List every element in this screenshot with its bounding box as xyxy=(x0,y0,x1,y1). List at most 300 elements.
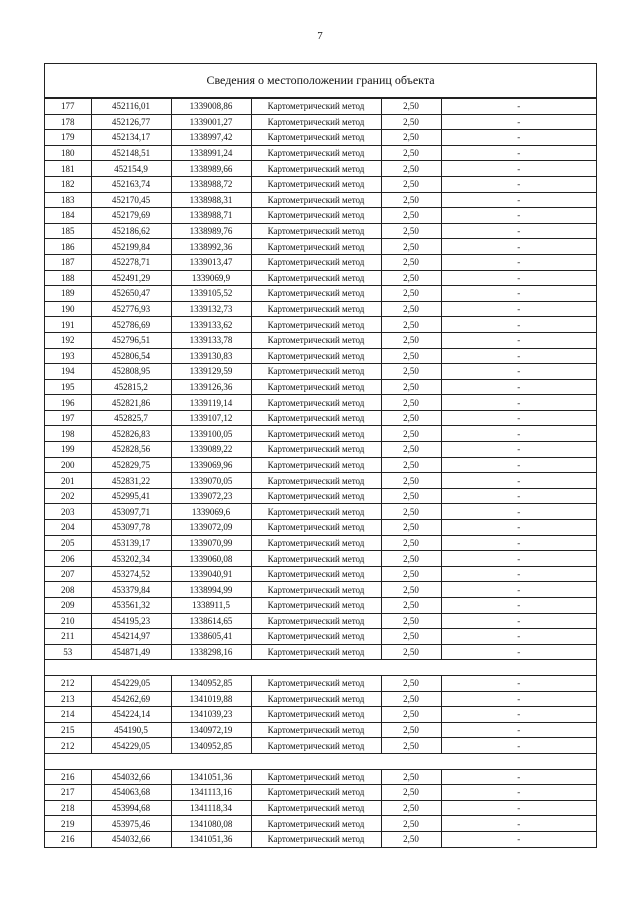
accuracy-cell: 2,50 xyxy=(381,675,441,691)
y-coordinate-cell: 1339100,05 xyxy=(171,426,251,442)
method-cell: Картометрический метод xyxy=(251,504,381,520)
method-cell: Картометрический метод xyxy=(251,831,381,846)
x-coordinate-cell: 452796,51 xyxy=(91,332,171,348)
method-cell: Картометрический метод xyxy=(251,130,381,146)
description-cell: - xyxy=(441,364,596,380)
description-cell: - xyxy=(441,675,596,691)
description-cell: - xyxy=(441,504,596,520)
x-coordinate-cell: 452199,84 xyxy=(91,239,171,255)
accuracy-cell: 2,50 xyxy=(381,223,441,239)
point-number-cell: 197 xyxy=(45,410,91,426)
x-coordinate-cell: 452831,22 xyxy=(91,473,171,489)
point-number-cell: 212 xyxy=(45,738,91,754)
point-number-cell: 198 xyxy=(45,426,91,442)
accuracy-cell: 2,50 xyxy=(381,192,441,208)
x-coordinate-cell: 453561,32 xyxy=(91,598,171,614)
y-coordinate-cell: 1339069,9 xyxy=(171,270,251,286)
x-coordinate-cell: 454229,05 xyxy=(91,738,171,754)
description-cell: - xyxy=(441,270,596,286)
description-cell: - xyxy=(441,769,596,785)
table-row xyxy=(45,208,596,224)
y-coordinate-cell: 1339130,83 xyxy=(171,348,251,364)
y-coordinate-cell: 1341118,34 xyxy=(171,800,251,816)
description-cell: - xyxy=(441,644,596,660)
method-cell: Картометрический метод xyxy=(251,535,381,551)
description-cell: - xyxy=(441,566,596,582)
x-coordinate-cell: 453274,52 xyxy=(91,566,171,582)
accuracy-cell: 2,50 xyxy=(381,332,441,348)
table-row xyxy=(45,551,596,567)
description-cell: - xyxy=(441,114,596,130)
x-coordinate-cell: 452126,77 xyxy=(91,114,171,130)
point-number-cell: 181 xyxy=(45,161,91,177)
table-row xyxy=(45,520,596,536)
x-coordinate-cell: 453139,17 xyxy=(91,535,171,551)
table-row xyxy=(45,691,596,707)
y-coordinate-cell: 1339069,6 xyxy=(171,504,251,520)
description-cell: - xyxy=(441,223,596,239)
table-row xyxy=(45,457,596,473)
accuracy-cell: 2,50 xyxy=(381,504,441,520)
method-cell: Картометрический метод xyxy=(251,410,381,426)
description-cell: - xyxy=(441,161,596,177)
separator-cell xyxy=(45,753,596,769)
y-coordinate-cell: 1338988,31 xyxy=(171,192,251,208)
y-coordinate-cell: 1340972,19 xyxy=(171,722,251,738)
point-number-cell: 219 xyxy=(45,816,91,832)
y-coordinate-cell: 1338991,24 xyxy=(171,145,251,161)
description-cell: - xyxy=(441,208,596,224)
x-coordinate-cell: 452806,54 xyxy=(91,348,171,364)
x-coordinate-cell: 452186,62 xyxy=(91,223,171,239)
method-cell: Картометрический метод xyxy=(251,99,381,115)
method-cell: Картометрический метод xyxy=(251,644,381,660)
y-coordinate-cell: 1341080,08 xyxy=(171,816,251,832)
table-row xyxy=(45,816,596,832)
point-number-cell: 215 xyxy=(45,722,91,738)
description-cell: - xyxy=(441,332,596,348)
y-coordinate-cell: 1339072,09 xyxy=(171,520,251,536)
point-number-cell: 216 xyxy=(45,769,91,785)
accuracy-cell: 2,50 xyxy=(381,442,441,458)
x-coordinate-cell: 452148,51 xyxy=(91,145,171,161)
method-cell: Картометрический метод xyxy=(251,675,381,691)
method-cell: Картометрический метод xyxy=(251,286,381,302)
method-cell: Картометрический метод xyxy=(251,301,381,317)
x-coordinate-cell: 452825,7 xyxy=(91,410,171,426)
method-cell: Картометрический метод xyxy=(251,816,381,832)
method-cell: Картометрический метод xyxy=(251,769,381,785)
x-coordinate-cell: 452776,93 xyxy=(91,301,171,317)
y-coordinate-cell: 1341051,36 xyxy=(171,769,251,785)
accuracy-cell: 2,50 xyxy=(381,99,441,115)
group-separator-row xyxy=(45,753,596,769)
y-coordinate-cell: 1339070,99 xyxy=(171,535,251,551)
description-cell: - xyxy=(441,473,596,489)
y-coordinate-cell: 1339070,05 xyxy=(171,473,251,489)
y-coordinate-cell: 1339119,14 xyxy=(171,395,251,411)
table-row xyxy=(45,176,596,192)
description-cell: - xyxy=(441,457,596,473)
point-number-cell: 213 xyxy=(45,691,91,707)
point-number-cell: 202 xyxy=(45,488,91,504)
table-row xyxy=(45,395,596,411)
table-row xyxy=(45,535,596,551)
x-coordinate-cell: 452829,75 xyxy=(91,457,171,473)
description-cell: - xyxy=(441,738,596,754)
method-cell: Картометрический метод xyxy=(251,800,381,816)
x-coordinate-cell: 452828,56 xyxy=(91,442,171,458)
x-coordinate-cell: 452995,41 xyxy=(91,488,171,504)
description-cell: - xyxy=(441,239,596,255)
point-number-cell: 190 xyxy=(45,301,91,317)
method-cell: Картометрический метод xyxy=(251,707,381,723)
accuracy-cell: 2,50 xyxy=(381,722,441,738)
accuracy-cell: 2,50 xyxy=(381,145,441,161)
accuracy-cell: 2,50 xyxy=(381,520,441,536)
table-row xyxy=(45,348,596,364)
table-row xyxy=(45,130,596,146)
method-cell: Картометрический метод xyxy=(251,395,381,411)
accuracy-cell: 2,50 xyxy=(381,831,441,846)
accuracy-cell: 2,50 xyxy=(381,707,441,723)
point-number-cell: 187 xyxy=(45,254,91,270)
method-cell: Картометрический метод xyxy=(251,598,381,614)
description-cell: - xyxy=(441,301,596,317)
point-number-cell: 207 xyxy=(45,566,91,582)
description-cell: - xyxy=(441,99,596,115)
y-coordinate-cell: 1339089,22 xyxy=(171,442,251,458)
point-number-cell: 211 xyxy=(45,629,91,645)
table-row xyxy=(45,675,596,691)
point-number-cell: 200 xyxy=(45,457,91,473)
method-cell: Картометрический метод xyxy=(251,473,381,489)
x-coordinate-cell: 452815,2 xyxy=(91,379,171,395)
table-row xyxy=(45,192,596,208)
point-number-cell: 180 xyxy=(45,145,91,161)
point-number-cell: 216 xyxy=(45,831,91,846)
point-number-cell: 194 xyxy=(45,364,91,380)
description-cell: - xyxy=(441,348,596,364)
point-number-cell: 183 xyxy=(45,192,91,208)
table-row xyxy=(45,145,596,161)
method-cell: Картометрический метод xyxy=(251,254,381,270)
accuracy-cell: 2,50 xyxy=(381,239,441,255)
y-coordinate-cell: 1338988,72 xyxy=(171,176,251,192)
table-row xyxy=(45,629,596,645)
table-row xyxy=(45,270,596,286)
x-coordinate-cell: 452116,01 xyxy=(91,99,171,115)
method-cell: Картометрический метод xyxy=(251,457,381,473)
y-coordinate-cell: 1341113,16 xyxy=(171,785,251,801)
x-coordinate-cell: 454229,05 xyxy=(91,675,171,691)
x-coordinate-cell: 452179,69 xyxy=(91,208,171,224)
method-cell: Картометрический метод xyxy=(251,379,381,395)
table-row xyxy=(45,566,596,582)
accuracy-cell: 2,50 xyxy=(381,395,441,411)
y-coordinate-cell: 1338605,41 xyxy=(171,629,251,645)
accuracy-cell: 2,50 xyxy=(381,566,441,582)
method-cell: Картометрический метод xyxy=(251,270,381,286)
table-row xyxy=(45,332,596,348)
x-coordinate-cell: 452826,83 xyxy=(91,426,171,442)
description-cell: - xyxy=(441,130,596,146)
table-row xyxy=(45,239,596,255)
accuracy-cell: 2,50 xyxy=(381,644,441,660)
accuracy-cell: 2,50 xyxy=(381,254,441,270)
y-coordinate-cell: 1339107,12 xyxy=(171,410,251,426)
table-row xyxy=(45,738,596,754)
accuracy-cell: 2,50 xyxy=(381,629,441,645)
y-coordinate-cell: 1339126,36 xyxy=(171,379,251,395)
point-number-cell: 184 xyxy=(45,208,91,224)
method-cell: Картометрический метод xyxy=(251,317,381,333)
table-row xyxy=(45,442,596,458)
description-cell: - xyxy=(441,582,596,598)
description-cell: - xyxy=(441,800,596,816)
accuracy-cell: 2,50 xyxy=(381,488,441,504)
table-row xyxy=(45,161,596,177)
table-row xyxy=(45,800,596,816)
x-coordinate-cell: 453097,71 xyxy=(91,504,171,520)
y-coordinate-cell: 1338614,65 xyxy=(171,613,251,629)
separator-cell xyxy=(45,660,596,676)
x-coordinate-cell: 452278,71 xyxy=(91,254,171,270)
x-coordinate-cell: 454190,5 xyxy=(91,722,171,738)
point-number-cell: 193 xyxy=(45,348,91,364)
point-number-cell: 212 xyxy=(45,675,91,691)
x-coordinate-cell: 454224,14 xyxy=(91,707,171,723)
page-number: 7 xyxy=(317,30,323,42)
point-number-cell: 179 xyxy=(45,130,91,146)
point-number-cell: 191 xyxy=(45,317,91,333)
point-number-cell: 177 xyxy=(45,99,91,115)
description-cell: - xyxy=(441,379,596,395)
description-cell: - xyxy=(441,145,596,161)
x-coordinate-cell: 452786,69 xyxy=(91,317,171,333)
accuracy-cell: 2,50 xyxy=(381,598,441,614)
table-row xyxy=(45,582,596,598)
y-coordinate-cell: 1340952,85 xyxy=(171,738,251,754)
accuracy-cell: 2,50 xyxy=(381,769,441,785)
x-coordinate-cell: 453202,34 xyxy=(91,551,171,567)
x-coordinate-cell: 454214,97 xyxy=(91,629,171,645)
coordinates-table xyxy=(45,98,596,847)
y-coordinate-cell: 1341019,88 xyxy=(171,691,251,707)
accuracy-cell: 2,50 xyxy=(381,364,441,380)
description-cell: - xyxy=(441,317,596,333)
description-cell: - xyxy=(441,551,596,567)
table-row xyxy=(45,426,596,442)
point-number-cell: 210 xyxy=(45,613,91,629)
method-cell: Картометрический метод xyxy=(251,192,381,208)
point-number-cell: 182 xyxy=(45,176,91,192)
point-number-cell: 196 xyxy=(45,395,91,411)
point-number-cell: 201 xyxy=(45,473,91,489)
point-number-cell: 209 xyxy=(45,598,91,614)
method-cell: Картометрический метод xyxy=(251,488,381,504)
y-coordinate-cell: 1339129,59 xyxy=(171,364,251,380)
method-cell: Картометрический метод xyxy=(251,208,381,224)
point-number-cell: 208 xyxy=(45,582,91,598)
point-number-cell: 199 xyxy=(45,442,91,458)
description-cell: - xyxy=(441,613,596,629)
description-cell: - xyxy=(441,598,596,614)
y-coordinate-cell: 1338989,66 xyxy=(171,161,251,177)
accuracy-cell: 2,50 xyxy=(381,286,441,302)
table-row xyxy=(45,410,596,426)
description-cell: - xyxy=(441,520,596,536)
method-cell: Картометрический метод xyxy=(251,691,381,707)
x-coordinate-cell: 454063,68 xyxy=(91,785,171,801)
table-row xyxy=(45,99,596,115)
point-number-cell: 217 xyxy=(45,785,91,801)
x-coordinate-cell: 454032,66 xyxy=(91,831,171,846)
description-cell: - xyxy=(441,722,596,738)
x-coordinate-cell: 452808,95 xyxy=(91,364,171,380)
y-coordinate-cell: 1339072,23 xyxy=(171,488,251,504)
table-row xyxy=(45,317,596,333)
table-row xyxy=(45,598,596,614)
method-cell: Картометрический метод xyxy=(251,239,381,255)
method-cell: Картометрический метод xyxy=(251,161,381,177)
x-coordinate-cell: 453975,46 xyxy=(91,816,171,832)
y-coordinate-cell: 1338994,99 xyxy=(171,582,251,598)
table-row xyxy=(45,301,596,317)
accuracy-cell: 2,50 xyxy=(381,379,441,395)
y-coordinate-cell: 1339001,27 xyxy=(171,114,251,130)
description-cell: - xyxy=(441,442,596,458)
method-cell: Картометрический метод xyxy=(251,442,381,458)
method-cell: Картометрический метод xyxy=(251,785,381,801)
table-row xyxy=(45,379,596,395)
method-cell: Картометрический метод xyxy=(251,551,381,567)
accuracy-cell: 2,50 xyxy=(381,114,441,130)
method-cell: Картометрический метод xyxy=(251,348,381,364)
description-cell: - xyxy=(441,395,596,411)
y-coordinate-cell: 1339013,47 xyxy=(171,254,251,270)
method-cell: Картометрический метод xyxy=(251,114,381,130)
accuracy-cell: 2,50 xyxy=(381,535,441,551)
description-cell: - xyxy=(441,426,596,442)
point-number-cell: 189 xyxy=(45,286,91,302)
y-coordinate-cell: 1338988,71 xyxy=(171,208,251,224)
description-cell: - xyxy=(441,286,596,302)
y-coordinate-cell: 1339060,08 xyxy=(171,551,251,567)
x-coordinate-cell: 453097,78 xyxy=(91,520,171,536)
x-coordinate-cell: 454032,66 xyxy=(91,769,171,785)
table-row xyxy=(45,707,596,723)
method-cell: Картометрический метод xyxy=(251,176,381,192)
y-coordinate-cell: 1339008,86 xyxy=(171,99,251,115)
table-row xyxy=(45,613,596,629)
method-cell: Картометрический метод xyxy=(251,145,381,161)
x-coordinate-cell: 452154,9 xyxy=(91,161,171,177)
description-cell: - xyxy=(441,707,596,723)
description-cell: - xyxy=(441,816,596,832)
accuracy-cell: 2,50 xyxy=(381,457,441,473)
table-row xyxy=(45,364,596,380)
description-cell: - xyxy=(441,535,596,551)
point-number-cell: 186 xyxy=(45,239,91,255)
accuracy-cell: 2,50 xyxy=(381,348,441,364)
table-row xyxy=(45,286,596,302)
accuracy-cell: 2,50 xyxy=(381,130,441,146)
method-cell: Картометрический метод xyxy=(251,722,381,738)
y-coordinate-cell: 1339040,91 xyxy=(171,566,251,582)
accuracy-cell: 2,50 xyxy=(381,208,441,224)
y-coordinate-cell: 1339133,78 xyxy=(171,332,251,348)
point-number-cell: 195 xyxy=(45,379,91,395)
accuracy-cell: 2,50 xyxy=(381,551,441,567)
y-coordinate-cell: 1338992,36 xyxy=(171,239,251,255)
x-coordinate-cell: 454195,23 xyxy=(91,613,171,629)
x-coordinate-cell: 454262,69 xyxy=(91,691,171,707)
point-number-cell: 185 xyxy=(45,223,91,239)
method-cell: Картометрический метод xyxy=(251,426,381,442)
description-cell: - xyxy=(441,192,596,208)
table-row xyxy=(45,769,596,785)
accuracy-cell: 2,50 xyxy=(381,161,441,177)
point-number-cell: 188 xyxy=(45,270,91,286)
method-cell: Картометрический метод xyxy=(251,613,381,629)
description-cell: - xyxy=(441,488,596,504)
accuracy-cell: 2,50 xyxy=(381,816,441,832)
accuracy-cell: 2,50 xyxy=(381,410,441,426)
accuracy-cell: 2,50 xyxy=(381,176,441,192)
x-coordinate-cell: 452821,86 xyxy=(91,395,171,411)
description-cell: - xyxy=(441,410,596,426)
method-cell: Картометрический метод xyxy=(251,364,381,380)
group-separator-row xyxy=(45,660,596,676)
table-row xyxy=(45,644,596,660)
description-cell: - xyxy=(441,254,596,270)
y-coordinate-cell: 1338997,42 xyxy=(171,130,251,146)
table-row xyxy=(45,473,596,489)
accuracy-cell: 2,50 xyxy=(381,582,441,598)
y-coordinate-cell: 1339069,96 xyxy=(171,457,251,473)
point-number-cell: 192 xyxy=(45,332,91,348)
accuracy-cell: 2,50 xyxy=(381,270,441,286)
point-number-cell: 206 xyxy=(45,551,91,567)
point-number-cell: 203 xyxy=(45,504,91,520)
table-row xyxy=(45,223,596,239)
y-coordinate-cell: 1339105,52 xyxy=(171,286,251,302)
table-row xyxy=(45,504,596,520)
description-cell: - xyxy=(441,691,596,707)
x-coordinate-cell: 453994,68 xyxy=(91,800,171,816)
accuracy-cell: 2,50 xyxy=(381,613,441,629)
y-coordinate-cell: 1340952,85 xyxy=(171,675,251,691)
description-cell: - xyxy=(441,785,596,801)
accuracy-cell: 2,50 xyxy=(381,785,441,801)
point-number-cell: 205 xyxy=(45,535,91,551)
y-coordinate-cell: 1338989,76 xyxy=(171,223,251,239)
coordinates-table-frame xyxy=(44,63,597,848)
accuracy-cell: 2,50 xyxy=(381,317,441,333)
accuracy-cell: 2,50 xyxy=(381,301,441,317)
x-coordinate-cell: 452650,47 xyxy=(91,286,171,302)
accuracy-cell: 2,50 xyxy=(381,800,441,816)
method-cell: Картометрический метод xyxy=(251,738,381,754)
table-row xyxy=(45,114,596,130)
accuracy-cell: 2,50 xyxy=(381,691,441,707)
y-coordinate-cell: 1341051,36 xyxy=(171,831,251,846)
x-coordinate-cell: 452170,45 xyxy=(91,192,171,208)
method-cell: Картометрический метод xyxy=(251,520,381,536)
method-cell: Картометрический метод xyxy=(251,566,381,582)
x-coordinate-cell: 452163,74 xyxy=(91,176,171,192)
